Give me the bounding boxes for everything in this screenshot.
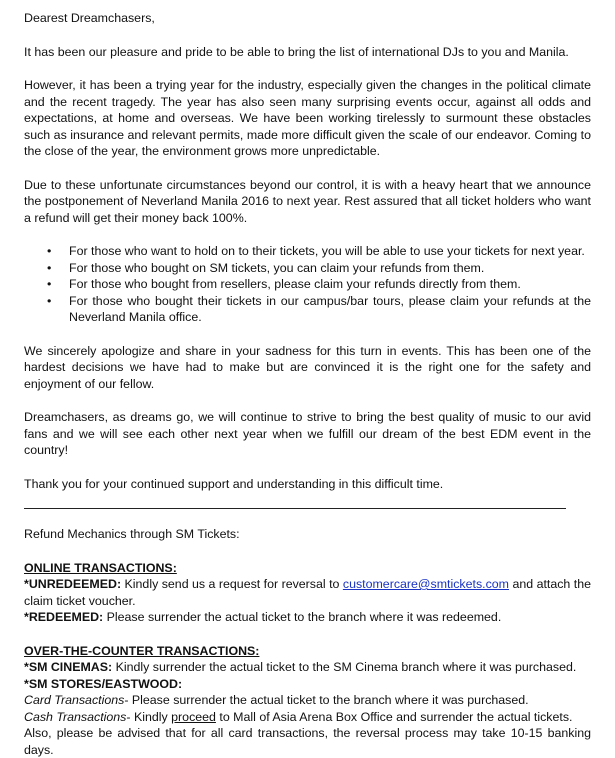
divider (24, 508, 566, 509)
redeemed-paragraph (24, 609, 591, 626)
cash-transactions-label: Cash Transactions (24, 709, 127, 724)
refund-options-list (24, 243, 591, 326)
card-transactions-label: Card Transactions (24, 693, 125, 707)
bullet-icon: • (47, 293, 52, 308)
list-item-text: For those who want to hold on to their tickets, you will be able to use your tickets for next year. (69, 244, 585, 258)
list-item-text: For those who bought on SM tickets, you can claim your refunds from them. (69, 260, 485, 275)
list-item (24, 243, 591, 260)
unredeemed-label: *UNREDEEMED: (24, 577, 122, 591)
banking-days-note: Also, please be advised that for all card transactions, the reversal process may take 10-15 banking days. (24, 726, 591, 757)
card-transactions-text: - Please surrender the actual ticket to the branch where it was purchased. (124, 693, 529, 707)
list-item (24, 293, 591, 326)
unredeemed-text-before: Kindly send us a request for reversal to (121, 577, 343, 591)
list-item (24, 260, 591, 277)
cinemas-label: *SM CINEMAS: (24, 660, 113, 674)
paragraph-postponement: Due to these unfortunate circumstances beyond our control, it is with a heavy heart that we announce the postponement of Neverland Manila 2016 to next year. Rest assured that all ticket holders who want a refund will get their money back 100%. (24, 177, 591, 225)
bullet-icon: • (47, 244, 52, 258)
redeemed-text: Please surrender the actual ticket to the branch where it was redeemed. (103, 610, 502, 624)
paragraph-thanks: Thank you for your continued support and understanding in this difficult time. (24, 476, 444, 491)
proceed-word: proceed (171, 709, 216, 724)
cinemas-paragraph (24, 659, 591, 676)
card-transactions-paragraph (24, 692, 591, 709)
online-transactions-heading: ONLINE TRANSACTIONS: (24, 560, 177, 575)
cash-text-before: - Kindly (126, 709, 172, 724)
cash-text-after: to Mall of Asia Arena Box Office and surrender the actual tickets. (215, 709, 573, 724)
bullet-icon: • (47, 277, 52, 291)
paragraph-dreamchasers: Dreamchasers, as dreams go, we will continue to strive to bring the best quality of music to our avid fans and we will see each other next year when we fulfill our dream of the best EDM event in the country! (24, 410, 591, 457)
refund-intro: Refund Mechanics through SM Tickets: (24, 527, 240, 541)
greeting: Dearest Dreamchasers, (24, 11, 155, 25)
list-item (24, 276, 591, 293)
list-item-text: For those who bought from resellers, please claim your refunds directly from them. (69, 277, 521, 291)
cinemas-text: Kindly surrender the actual ticket to the SM Cinema branch where it was purchased. (112, 660, 577, 674)
paragraph-apology: We sincerely apologize and share in your sadness for this turn in events. This has been one of the hardest decisions we have had to make but are convinced it is the right one for the safety and enjoyment of our fellow. (24, 343, 591, 391)
paragraph-intro: It has been our pleasure and pride to be able to bring the list of international DJs to you and Manila. (24, 44, 569, 59)
stores-eastwood-label: *SM STORES/EASTWOOD: (24, 676, 183, 691)
paragraph-trying-year: However, it has been a trying year for the industry, especially given the changes in the political climate and the recent tragedy. The year has also seen many surprising events occur, against all odds and expectations, at home and overseas. We have been working tirelessly to surmount these obstacles such as insurance and relevant permits, made more difficult given the scale of our endeavor. Coming to the close of the year, the environment grows more unpredictable. (24, 78, 591, 158)
unredeemed-text-after: and attach the claim ticket voucher. (24, 577, 591, 608)
email-link[interactable]: customercare@smtickets.com (342, 577, 509, 591)
bullet-icon: • (47, 260, 52, 275)
cash-transactions-paragraph (24, 709, 591, 726)
otc-transactions-heading: OVER-THE-COUNTER TRANSACTIONS: (24, 643, 260, 658)
list-item-text: For those who bought their tickets in our campus/bar tours, please claim your refunds at the Neverland Manila office. (69, 293, 591, 324)
unredeemed-paragraph (24, 576, 591, 609)
redeemed-label: *REDEEMED: (24, 610, 104, 624)
